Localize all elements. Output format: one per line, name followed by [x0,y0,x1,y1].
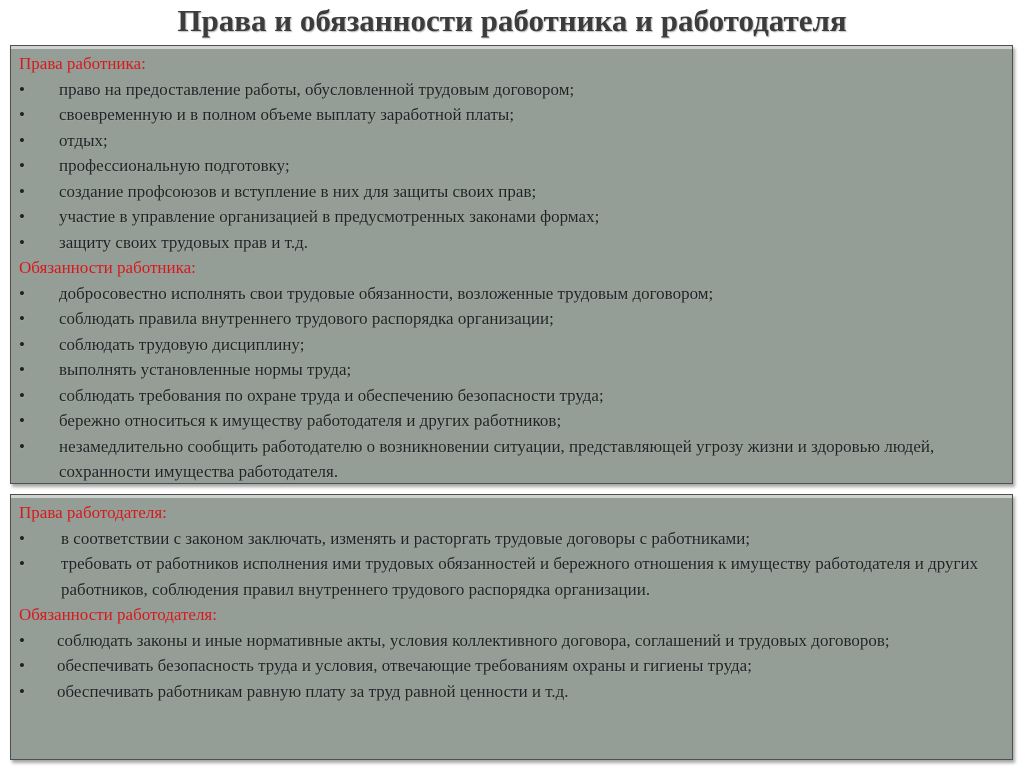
worker-rights-list [19,77,1004,256]
list-item [19,102,1004,128]
list-item-text: отдых; [59,130,108,150]
list-item [19,434,1004,485]
list-item-text: право на предоставление работы, обусловленной трудовым договором; [59,79,575,99]
worker-duties-heading: Обязанности работника: [19,258,196,277]
bullet-icon: • [19,360,25,379]
panel-top-highlight [11,46,1012,49]
bullet-icon: • [19,130,25,150]
worker-panel [10,45,1013,484]
list-item [19,526,1004,552]
list-item [19,551,1004,602]
bullet-icon: • [19,283,25,303]
list-item [19,332,1004,358]
list-item [19,383,1004,409]
list-item-text: выполнять установленные нормы труда; [59,360,352,379]
bullet-icon: • [19,385,25,405]
employer-panel [10,494,1013,760]
list-item [19,357,1004,383]
list-item [19,153,1004,179]
list-item [19,230,1004,256]
bullet-icon: • [19,334,25,354]
list-item [19,679,1004,705]
list-item-text: бережно относиться к имуществу работодателя и других работников; [59,411,562,430]
bullet-icon: • [19,554,25,573]
bullet-icon: • [19,105,25,124]
bullet-icon: • [19,436,25,456]
list-item-text: обеспечивать безопасность труда и условия, отвечающие требованиям охраны и гигиены труда; [57,656,752,675]
list-item-text: участие в управление организацией в предусмотренных законами формах; [59,207,600,226]
bullet-icon: • [19,156,25,175]
worker-duties-list [19,281,1004,485]
list-item-text: защиту своих трудовых прав и т.д. [59,232,308,252]
list-item-text: незамедлительно сообщить работодателю о возникновении ситуации, представляющей угрозу жизни и здоровью людей, сохранности имущества работодателя. [59,436,935,481]
bullet-icon: • [19,181,25,201]
list-item-text: в соответствии с законом заключать, изменять и расторгать трудовые договоры с работниками; [61,528,751,548]
list-item-text: соблюдать правила внутреннего трудового распорядка организации; [59,309,554,328]
list-item [19,628,1004,654]
bullet-icon: • [19,79,25,99]
bullet-icon: • [19,681,25,701]
list-item [19,128,1004,154]
bullet-icon: • [19,656,25,675]
bullet-icon: • [19,232,25,252]
employer-rights-list [19,526,1004,603]
list-item-text: добросовестно исполнять свои трудовые обязанности, возложенные трудовым договором; [59,283,714,303]
employer-duties-list [19,628,1004,705]
list-item-text: соблюдать требования по охране труда и обеспечению безопасности труда; [59,385,604,405]
list-item [19,179,1004,205]
list-item-text: соблюдать законы и иные нормативные акты, условия коллективного договора, соглашений и трудовых договоров; [57,630,890,650]
list-item [19,77,1004,103]
employer-duties-heading: Обязанности работодателя: [19,605,217,624]
bullet-icon: • [19,630,25,650]
panel-top-highlight [11,495,1012,498]
bullet-icon: • [19,207,25,226]
bullet-icon: • [19,528,25,548]
page-title: Права и обязанности работника и работодателя [177,3,847,38]
employer-rights-heading: Права работодателя: [19,503,167,522]
list-item [19,653,1004,679]
worker-rights-heading: Права работника: [19,54,146,73]
list-item-text: требовать от работников исполнения ими трудовых обязанностей и бережного отношения к имуществу работодателя и других работников, соблюдения правил внутреннего трудового распорядка организации. [61,554,979,599]
list-item [19,281,1004,307]
bullet-icon: • [19,411,25,430]
list-item-text: своевременную и в полном объеме выплату заработной платы; [59,105,515,124]
list-item-text: соблюдать трудовую дисциплину; [59,334,305,354]
bullet-icon: • [19,309,25,328]
list-item-text: создание профсоюзов и вступление в них для защиты своих прав; [59,181,537,201]
list-item [19,204,1004,230]
list-item-text: профессиональную подготовку; [59,156,290,175]
list-item [19,408,1004,434]
list-item-text: обеспечивать работникам равную плату за труд равной ценности и т.д. [57,681,569,701]
list-item [19,306,1004,332]
